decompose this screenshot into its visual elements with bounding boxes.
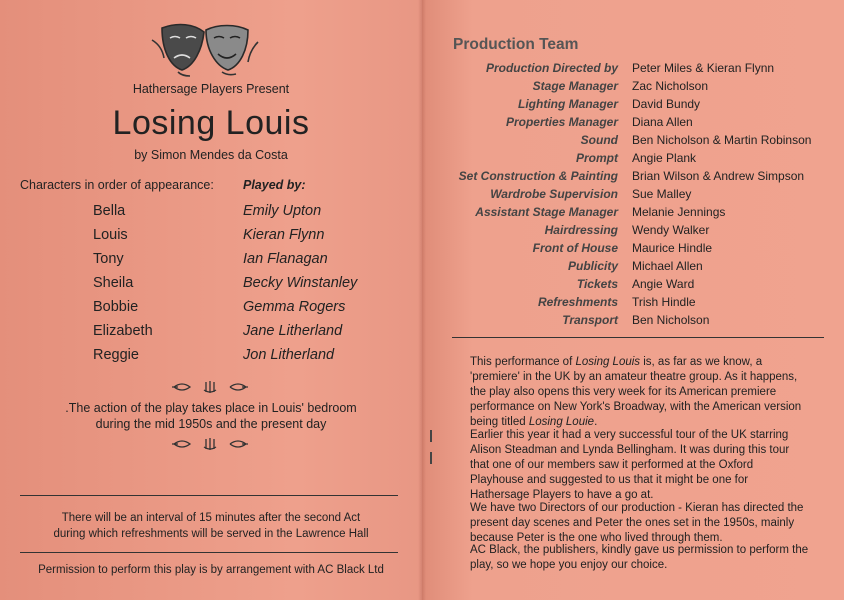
- character-name: Bella: [93, 203, 126, 219]
- crew-member: Ben Nicholson: [632, 313, 710, 327]
- presenter-line: Hathersage Players Present: [132, 82, 290, 96]
- crew-row: [422, 97, 844, 115]
- crew-member: Zac Nicholson: [632, 79, 709, 93]
- note-play-title: Losing Louie: [528, 416, 595, 428]
- crew-row: [422, 79, 844, 97]
- interval-line-2: during which refreshments will be served in the Lawrence Hall: [53, 528, 369, 540]
- page-gutter: [418, 0, 426, 600]
- actor-name: Gemma Rogers: [243, 299, 346, 315]
- note-text: This performance of: [470, 356, 576, 368]
- crew-member: Michael Allen: [632, 259, 703, 273]
- crew-member: Angie Ward: [632, 277, 695, 291]
- crew-role: Publicity: [567, 259, 618, 273]
- character-name: Sheila: [93, 275, 134, 291]
- crew-row: [422, 187, 844, 205]
- crew-row: [422, 151, 844, 169]
- margin-mark: [430, 452, 432, 464]
- crew-row: [422, 169, 844, 187]
- crew-role: Refreshments: [537, 295, 618, 309]
- ornament-divider-icon: [160, 437, 260, 451]
- crew-row: [422, 259, 844, 277]
- production-team-heading: Production Team: [453, 36, 579, 53]
- crew-member: Wendy Walker: [632, 223, 710, 237]
- cast-row: [0, 203, 422, 225]
- crew-role: Transport: [562, 313, 618, 327]
- crew-role: Properties Manager: [505, 115, 618, 129]
- actor-name: Emily Upton: [243, 203, 322, 219]
- characters-heading: Characters in order of appearance:: [20, 178, 214, 192]
- crew-row: [422, 133, 844, 151]
- crew-member: Brian Wilson & Andrew Simpson: [632, 169, 805, 183]
- setting-note: [0, 400, 422, 432]
- author-line: by Simon Mendes da Costa: [134, 148, 288, 162]
- crew-row: [422, 223, 844, 241]
- actor-name: Kieran Flynn: [243, 227, 325, 243]
- programme-note-paragraph: AC Black, the publishers, kindly gave us permission to perform the play, so we hope you enjoy our choice.: [470, 544, 809, 571]
- interval-line-1: There will be an interval of 15 minutes after the second Act: [61, 512, 361, 524]
- crew-member: Melanie Jennings: [632, 205, 726, 219]
- note-text: is, as far as we know, a 'premiere' in the UK by an amateur theatre group. As it happens, the play also opens this very week for its American premiere performance on New York's Broadway, with the American version being titled: [470, 356, 802, 428]
- played-by-heading: Played by:: [243, 178, 306, 192]
- setting-line-2: during the mid 1950s and the present day: [95, 417, 327, 431]
- crew-member: Trish Hindle: [632, 295, 696, 309]
- crew-row: [422, 277, 844, 295]
- crew-member: David Bundy: [632, 97, 701, 111]
- divider-line: [20, 495, 398, 496]
- programme-note-paragraph: Earlier this year it had a very successful tour of the UK starring Alison Steadman and Lynda Bellingham. It was during this tour that one of our members saw it performed at the Oxford Playhouse and suggested to us that it might be one for Hathersage Players to have a go at.: [470, 429, 790, 501]
- cast-row: [0, 347, 422, 369]
- crew-member: Peter Miles & Kieran Flynn: [632, 61, 775, 75]
- crew-role: Production Directed by: [485, 61, 618, 75]
- crew-member: Angie Plank: [632, 151, 697, 165]
- character-name: Louis: [93, 227, 128, 243]
- crew-role: Sound: [580, 133, 618, 147]
- crew-row: [422, 295, 844, 313]
- character-name: Bobbie: [93, 299, 139, 315]
- setting-line-1: .The action of the play takes place in Louis' bedroom: [65, 401, 357, 415]
- actor-name: Jon Litherland: [243, 347, 335, 363]
- crew-role: Assistant Stage Manager: [475, 205, 618, 219]
- crew-role: Lighting Manager: [518, 97, 618, 111]
- crew-role: Hairdressing: [544, 223, 618, 237]
- note-text: .: [594, 416, 598, 428]
- crew-row: [422, 241, 844, 259]
- theatre-masks-icon: [148, 20, 262, 78]
- permission-note: Permission to perform this play is by arrangement with AC Black Ltd: [38, 564, 384, 576]
- crew-member: Sue Malley: [632, 187, 692, 201]
- play-title: Losing Louis: [112, 104, 310, 142]
- divider-line: [452, 337, 824, 338]
- crew-row: [422, 61, 844, 79]
- crew-role: Set Construction & Painting: [458, 169, 618, 183]
- divider-line: [20, 552, 398, 553]
- crew-role: Stage Manager: [532, 79, 618, 93]
- character-name: Reggie: [93, 347, 139, 363]
- crew-role: Tickets: [576, 277, 618, 291]
- interval-note: [0, 510, 422, 542]
- crew-member: Diana Allen: [632, 115, 693, 129]
- cast-row: [0, 299, 422, 321]
- ornament-divider-icon: [160, 380, 260, 394]
- programme-note-paragraph: [470, 355, 810, 430]
- character-name: Tony: [93, 251, 124, 267]
- crew-role: Wardrobe Supervision: [490, 187, 618, 201]
- cast-row: [0, 275, 422, 297]
- crew-role: Prompt: [576, 151, 618, 165]
- actor-name: Jane Litherland: [243, 323, 343, 339]
- right-page: [422, 0, 844, 600]
- programme-note-paragraph: We have two Directors of our production - Kieran has directed the present day scenes and Peter the ones set in the 1950s, mainly because Peter is the one who lived through them.: [470, 502, 804, 544]
- crew-row: [422, 205, 844, 223]
- actor-name: Ian Flanagan: [243, 251, 328, 267]
- crew-row: [422, 115, 844, 133]
- actor-name: Becky Winstanley: [243, 275, 358, 291]
- cast-row: [0, 323, 422, 345]
- crew-row: [422, 313, 844, 331]
- crew-member: Maurice Hindle: [632, 241, 713, 255]
- crew-member: Ben Nicholson & Martin Robinson: [632, 133, 812, 147]
- cast-row: [0, 227, 422, 249]
- crew-role: Front of House: [532, 241, 618, 255]
- cast-row: [0, 251, 422, 273]
- margin-mark: [430, 430, 432, 442]
- note-play-title: Losing Louis: [575, 356, 641, 368]
- character-name: Elizabeth: [93, 323, 153, 339]
